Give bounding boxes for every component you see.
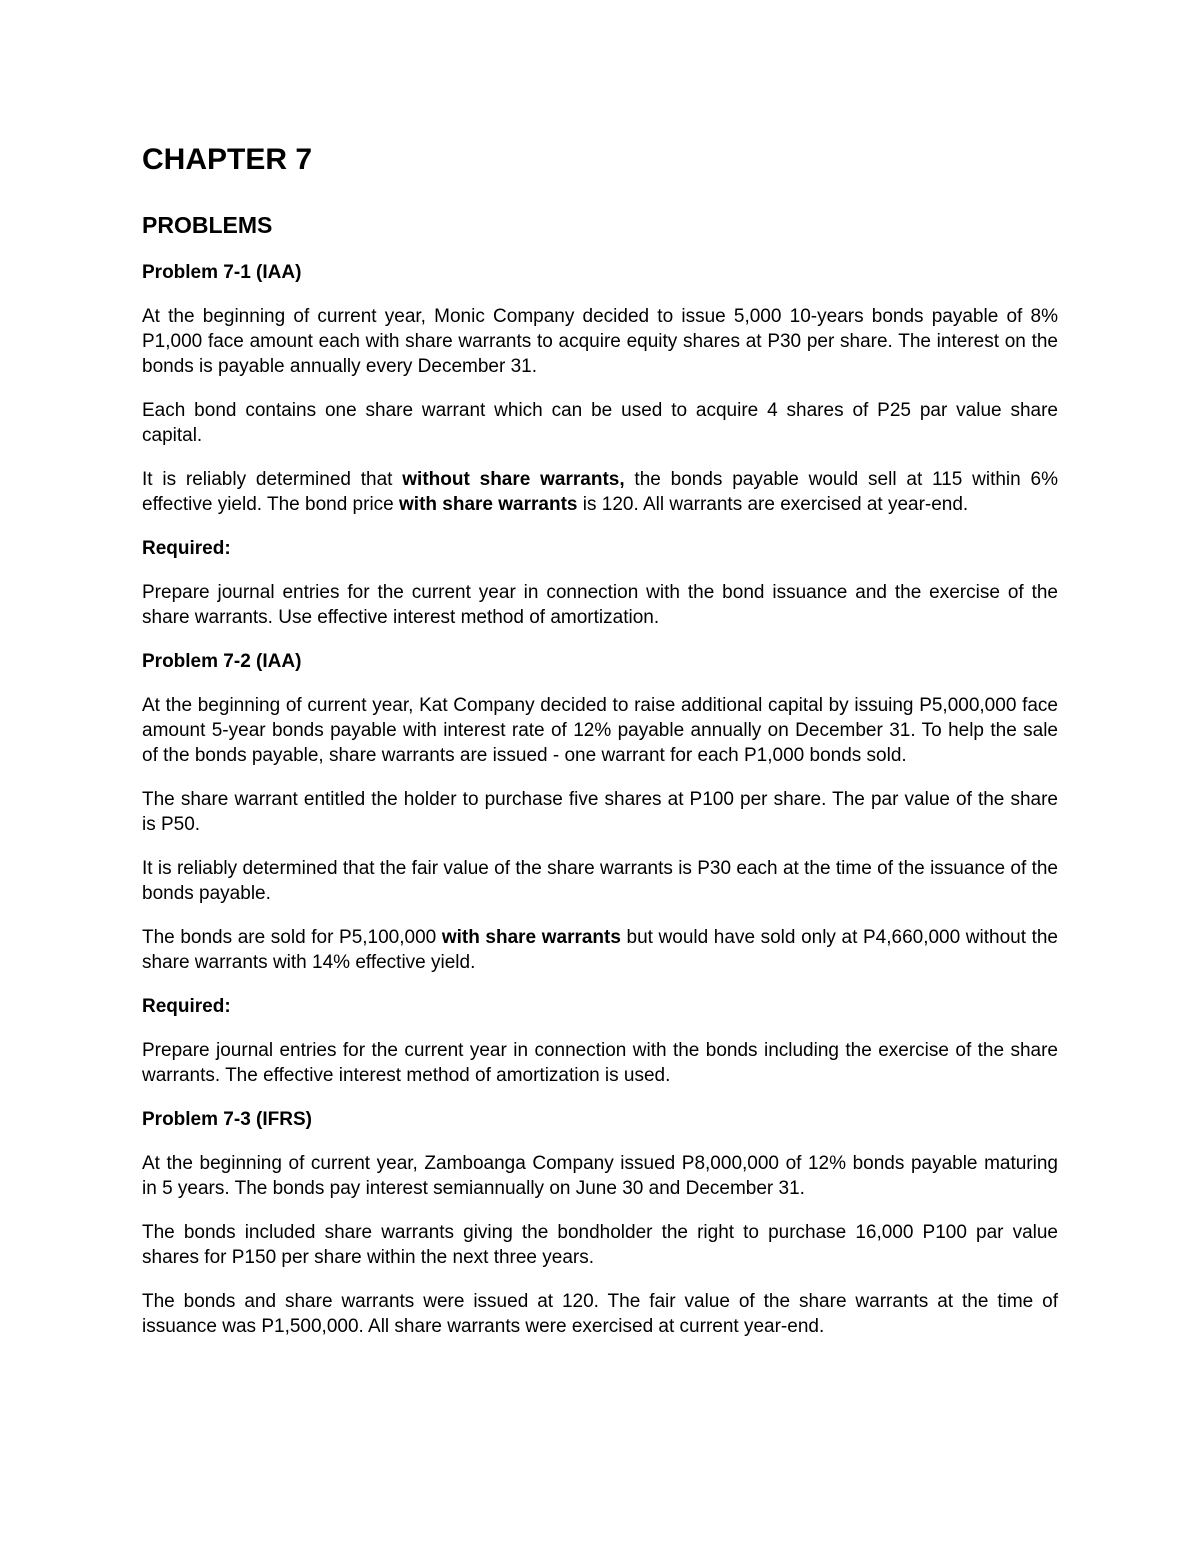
problem-paragraph: At the beginning of current year, Zamboanga Company issued P8,000,000 of 12% bonds payable maturing in 5 years. The bonds pay interest semiannually on June 30 and December 31. [142,1153,1058,1199]
problem-paragraph: It is reliably determined that the fair value of the share warrants is P30 each at the time of the issuance of the bonds payable. [142,858,1058,904]
problem-paragraph: The bonds included share warrants giving the bondholder the right to purchase 16,000 P100 par value shares for P150 per share within the next three years. [142,1222,1058,1268]
document-page [142,140,1058,1358]
problem-heading: Problem 7-1 (IAA) [142,262,302,283]
problem-paragraph [142,467,1058,517]
required-text: Prepare journal entries for the current year in connection with the bonds including the exercise of the share warrants. The effective interest method of amortization is used. [142,1040,1058,1086]
text-run: It is reliably determined that [142,469,403,490]
problem-paragraph: The share warrant entitled the holder to purchase five shares at P100 per share. The par value of the share is P50. [142,789,1058,835]
bold-text-run: with share warrants [441,927,621,948]
section-title: PROBLEMS [142,212,273,238]
problem-paragraph: Each bond contains one share warrant which can be used to acquire 4 shares of P25 par value share capital. [142,400,1058,446]
text-run: is 120. All warrants are exercised at year-end. [577,494,969,515]
required-label: Required: [142,538,231,559]
text-run: The bonds are sold for P5,100,000 [142,927,442,948]
problem-paragraph [142,925,1058,975]
required-label: Required: [142,996,231,1017]
required-text: Prepare journal entries for the current year in connection with the bond issuance and the exercise of the share warrants. Use effective interest method of amortization. [142,582,1058,628]
problem-heading: Problem 7-2 (IAA) [142,651,302,672]
bold-text-run: without share warrants, [402,469,625,490]
problem-paragraph: The bonds and share warrants were issued at 120. The fair value of the share warrants at the time of issuance was P1,500,000. All share warrants were exercised at current year-end. [142,1291,1058,1337]
problem-heading: Problem 7-3 (IFRS) [142,1109,312,1130]
chapter-title: CHAPTER 7 [142,143,313,176]
bold-text-run: with share warrants [399,494,578,515]
text-run: but would have sold only at P4,660,000 without the share warrants with 14% effective yield. [142,927,1058,973]
text-run: the bonds payable would sell at 115 within 6% effective yield. The bond price [142,469,1058,515]
problem-paragraph: At the beginning of current year, Monic Company decided to issue 5,000 10-years bonds payable of 8% P1,000 face amount each with share warrants to acquire equity shares at P30 per share. The interest on the bonds is payable annually every December 31. [142,306,1058,377]
problem-paragraph: At the beginning of current year, Kat Company decided to raise additional capital by issuing P5,000,000 face amount 5-year bonds payable with interest rate of 12% payable annually on December 31. To help the sale of the bonds payable, share warrants are issued - one warrant for each P1,000 bonds sold. [142,695,1058,766]
